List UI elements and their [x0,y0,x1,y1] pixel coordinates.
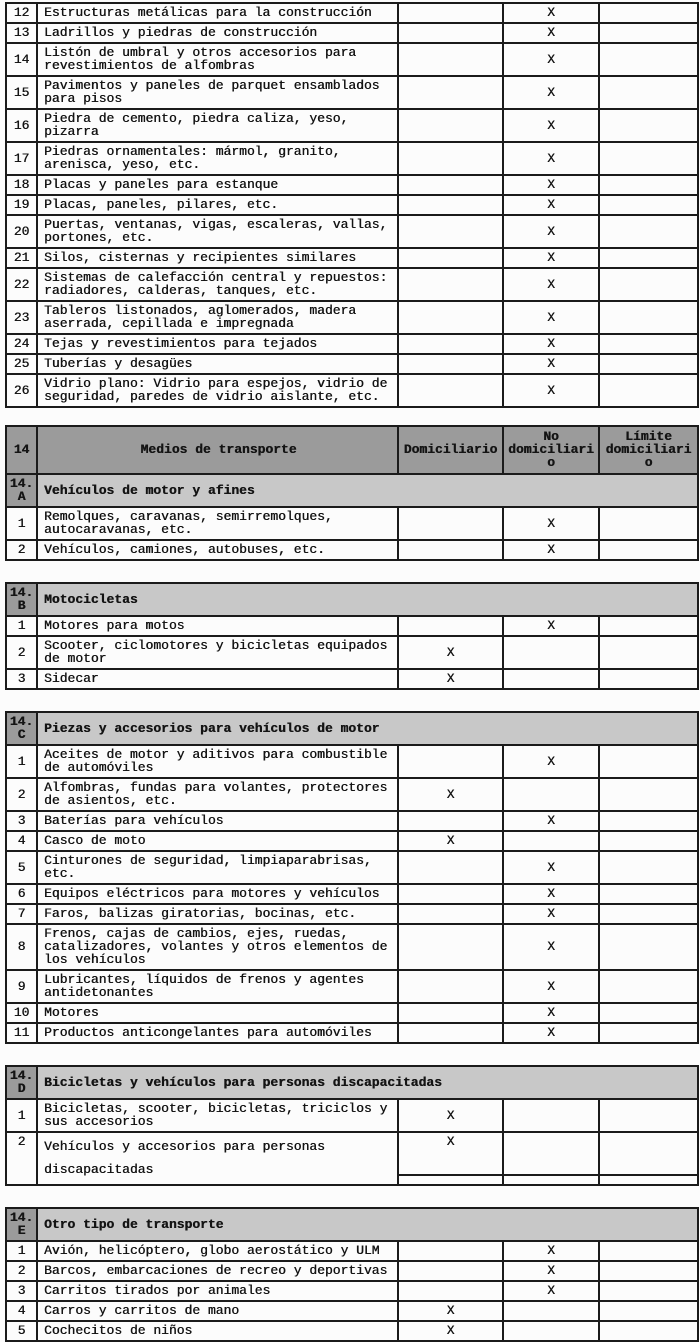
item-description-cell: Placas y paneles para estanque [37,175,398,195]
mark-cell-no-domiciliario: X [503,924,599,970]
table-row [6,76,698,109]
item-description-cell: Ladrillos y piedras de construcción [37,23,398,43]
mark-cell-limite-domiciliario [599,1003,698,1023]
row-number-cell: 15 [6,76,37,109]
item-description-cell: Sidecar [37,669,398,689]
mark-cell-no-domiciliario: X [503,301,599,334]
row-number-cell: 14 [6,43,37,76]
mark-cell-domiciliario: X [398,1321,503,1341]
mark-cell-no-domiciliario: X [503,3,599,23]
mark-cell-domiciliario [398,1003,503,1023]
item-description-cell: Remolques, caravanas, semirremolques, autocaravanas, etc. [37,507,398,540]
subsection-number-cell: 14. C [6,712,37,745]
table-row [6,884,698,904]
mark-cell-no-domiciliario: X [503,1023,599,1043]
mark-cell-domiciliario [398,811,503,831]
subsection-title-cell: Vehículos de motor y afines [37,474,698,507]
table-body [6,426,698,560]
table-row [6,1321,698,1341]
mark-cell-domiciliario: X [398,669,503,689]
mark-cell-limite-domiciliario [599,1281,698,1301]
row-number-cell: 19 [6,195,37,215]
table-body [6,1066,698,1185]
mark-cell-limite-domiciliario [599,1241,698,1261]
mark-cell-limite-domiciliario [599,3,698,23]
row-number-cell: 26 [6,374,37,407]
row-number-cell: 1 [6,1241,37,1261]
item-description-cell: Pavimentos y paneles de parquet ensamblados para pisos [37,76,398,109]
row-number-cell: 3 [6,1281,37,1301]
subsection-title-cell: Piezas y accesorios para vehículos de motor [37,712,698,745]
table-row [6,248,698,268]
mark-cell-domiciliario [398,334,503,354]
mark-cell-no-domiciliario [503,669,599,689]
item-description-cell: Tableros listonados, aglomerados, madera aserrada, cepillada e impregnada [37,301,398,334]
mark-cell-no-domiciliario: X [503,142,599,175]
mark-cell-no-domiciliario [503,1099,599,1132]
mark-cell-limite-domiciliario [599,1132,698,1185]
mark-cell-domiciliario [398,904,503,924]
row-number-cell: 3 [6,669,37,689]
row-number-cell: 4 [6,1301,37,1321]
table-row [6,1301,698,1321]
row-number-cell: 22 [6,268,37,301]
mark-cell-no-domiciliario: X [503,1003,599,1023]
mark-cell-domiciliario [398,924,503,970]
mark-cell-limite-domiciliario [599,831,698,851]
item-description-cell: Placas, paneles, pilares, etc. [37,195,398,215]
mark-cell-limite-domiciliario [599,745,698,778]
table-row [6,268,698,301]
item-description-cell: Tejas y revestimientos para tejados [37,334,398,354]
mark-cell-no-domiciliario: X [503,540,599,560]
row-number-cell: 1 [6,616,37,636]
subsection-number-cell: 14. A [6,474,37,507]
mark-cell-limite-domiciliario [599,616,698,636]
mark-cell-no-domiciliario: X [503,175,599,195]
item-description-cell: Scooter, ciclomotores y bicicletas equipados de motor [37,636,398,669]
table-row [6,43,698,76]
row-number-cell: 23 [6,301,37,334]
mark-cell-no-domiciliario: X [503,884,599,904]
table-row [6,851,698,884]
mark-cell-limite-domiciliario [599,778,698,811]
mark-cell-no-domiciliario: X [503,195,599,215]
table-body [6,583,698,689]
item-description-cell: Puertas, ventanas, vigas, escaleras, vallas, portones, etc. [37,215,398,248]
mark-cell-limite-domiciliario [599,142,698,175]
mark-cell-limite-domiciliario [599,23,698,43]
table-body [6,3,698,407]
category-header-row [6,426,698,474]
subsection-header-row [6,1066,698,1099]
item-description-cell: Silos, cisternas y recipientes similares [37,248,398,268]
mark-cell-limite-domiciliario [599,970,698,1003]
table-row [6,1132,698,1185]
category-table-construction-items-continued [5,2,699,408]
mark-cell-limite-domiciliario [599,195,698,215]
item-description-cell: Piedras ornamentales: mármol, granito, arenisca, yeso, etc. [37,142,398,175]
mark-cell-limite-domiciliario [599,884,698,904]
mark-cell-domiciliario [398,507,503,540]
mark-cell-domiciliario [398,142,503,175]
mark-cell-no-domiciliario: X [503,268,599,301]
row-number-cell: 1 [6,745,37,778]
mark-cell-limite-domiciliario [599,374,698,407]
item-description-cell: Carros y carritos de mano [37,1301,398,1321]
table-row [6,354,698,374]
table-row [6,142,698,175]
table-row [6,1099,698,1132]
item-description-cell: Baterías para vehículos [37,811,398,831]
item-description-cell: Sistemas de calefacción central y repuestos: radiadores, calderas, tanques, etc. [37,268,398,301]
mark-cell-no-domiciliario: X [503,354,599,374]
mark-cell-no-domiciliario: X [503,109,599,142]
mark-cell-limite-domiciliario [599,1321,698,1341]
row-number-cell: 9 [6,970,37,1003]
mark-cell-domiciliario [398,109,503,142]
mark-cell-no-domiciliario: X [503,507,599,540]
subsection-header-row [6,1208,698,1241]
table-row [6,195,698,215]
item-description-cell: Tuberías y desagües [37,354,398,374]
mark-cell-limite-domiciliario [599,669,698,689]
mark-cell-no-domiciliario: X [503,1261,599,1281]
mark-cell-domiciliario [398,1023,503,1043]
column-header-limite-domiciliario: Límite domiciliari o [599,426,698,474]
row-number-cell: 8 [6,924,37,970]
table-body [6,1208,698,1341]
mark-cell-no-domiciliario: X [503,43,599,76]
mark-cell-limite-domiciliario [599,76,698,109]
item-description-cell: Vehículos y accesorios para personas discapacitadas [37,1132,398,1185]
mark-cell-limite-domiciliario [599,1099,698,1132]
row-number-cell: 5 [6,1321,37,1341]
row-number-cell: 21 [6,248,37,268]
mark-cell-domiciliario [398,745,503,778]
item-description-cell: Frenos, cajas de cambios, ejes, ruedas, catalizadores, volantes y otros elementos de los vehículos [37,924,398,970]
row-number-cell: 5 [6,851,37,884]
mark-cell-limite-domiciliario [599,811,698,831]
table-row [6,1261,698,1281]
mark-cell-domiciliario [398,43,503,76]
table-row [6,636,698,669]
mark-cell-limite-domiciliario [599,507,698,540]
mark-cell-limite-domiciliario [599,215,698,248]
item-description-cell: Productos anticongelantes para automóviles [37,1023,398,1043]
mark-cell-no-domiciliario [503,831,599,851]
row-number-cell: 12 [6,3,37,23]
row-number-cell: 17 [6,142,37,175]
item-description-cell: Vehículos, camiones, autobuses, etc. [37,540,398,560]
mark-cell-domiciliario [398,616,503,636]
mark-cell-no-domiciliario: X [503,374,599,407]
mark-cell-domiciliario: X [398,831,503,851]
mark-cell-domiciliario [398,354,503,374]
mark-cell-domiciliario [398,851,503,884]
row-number-cell: 25 [6,354,37,374]
item-description-cell: Casco de moto [37,831,398,851]
item-description-cell: Vidrio plano: Vidrio para espejos, vidrio de seguridad, paredes de vidrio aislante, etc. [37,374,398,407]
item-description-cell: Bicicletas, scooter, bicicletas, triciclos y sus accesorios [37,1099,398,1132]
mark-cell-limite-domiciliario [599,904,698,924]
item-description-cell: Carritos tirados por animales [37,1281,398,1301]
mark-cell-domiciliario: X [398,636,503,669]
mark-cell-limite-domiciliario [599,354,698,374]
table-row [6,1003,698,1023]
table-row [6,374,698,407]
row-number-cell: 1 [6,507,37,540]
mark-cell-no-domiciliario: X [503,851,599,884]
table-row [6,904,698,924]
table-row [6,109,698,142]
mark-cell-domiciliario: X [398,1301,503,1321]
subsection-number-cell: 14. E [6,1208,37,1241]
row-number-cell: 3 [6,811,37,831]
table-row [6,1241,698,1261]
item-description-cell: Piedra de cemento, piedra caliza, yeso, pizarra [37,109,398,142]
table-row [6,970,698,1003]
mark-cell-no-domiciliario: X [503,215,599,248]
mark-cell-domiciliario [398,215,503,248]
subsection-number-cell: 14. D [6,1066,37,1099]
mark-cell-no-domiciliario: X [503,616,599,636]
row-number-cell: 2 [6,778,37,811]
mark-cell-no-domiciliario: X [503,76,599,109]
column-header-no-domiciliario: No domiciliari o [503,426,599,474]
mark-cell-no-domiciliario: X [503,745,599,778]
row-number-cell: 18 [6,175,37,195]
table-row [6,778,698,811]
mark-cell-limite-domiciliario [599,301,698,334]
mark-cell-no-domiciliario: X [503,1241,599,1261]
mark-cell-domiciliario: X [398,1132,503,1185]
row-number-cell: 10 [6,1003,37,1023]
mark-cell-domiciliario [398,1281,503,1301]
mark-cell-limite-domiciliario [599,334,698,354]
subsection-title-cell: Bicicletas y vehículos para personas discapacitadas [37,1066,698,1099]
mark-cell-domiciliario [398,268,503,301]
item-description-cell: Listón de umbral y otros accesorios para revestimientos de alfombras [37,43,398,76]
subsection-header-row [6,474,698,507]
table-row [6,3,698,23]
category-table-otro-tipo-de-transporte [5,1207,699,1342]
item-description-cell: Estructuras metálicas para la construcción [37,3,398,23]
mark-cell-no-domiciliario [503,1301,599,1321]
mark-cell-no-domiciliario [503,636,599,669]
row-number-cell: 24 [6,334,37,354]
table-row [6,745,698,778]
mark-cell-no-domiciliario: X [503,970,599,1003]
subsection-header-row [6,712,698,745]
mark-cell-domiciliario [398,970,503,1003]
mark-cell-domiciliario [398,248,503,268]
subsection-title-cell: Motocicletas [37,583,698,616]
mark-cell-no-domiciliario: X [503,811,599,831]
mark-cell-domiciliario [398,76,503,109]
row-number-cell: 2 [6,1261,37,1281]
item-description-cell: Faros, balizas giratorias, bocinas, etc. [37,904,398,924]
table-row [6,334,698,354]
row-number-cell: 7 [6,904,37,924]
mark-cell-no-domiciliario: X [503,904,599,924]
row-number-cell: 2 [6,540,37,560]
mark-cell-no-domiciliario [503,778,599,811]
subsection-title-cell: Otro tipo de transporte [37,1208,698,1241]
row-number-cell: 16 [6,109,37,142]
table-row [6,23,698,43]
table-row [6,215,698,248]
item-description-cell: Cochecitos de niños [37,1321,398,1341]
mark-cell-domiciliario [398,540,503,560]
mark-cell-limite-domiciliario [599,924,698,970]
table-row [6,1023,698,1043]
table-row [6,175,698,195]
mark-cell-limite-domiciliario [599,1023,698,1043]
mark-cell-domiciliario [398,23,503,43]
category-table-piezas-y-accesorios-para-vehiculos-de-motor [5,711,699,1044]
table-row [6,924,698,970]
mark-cell-no-domiciliario: X [503,334,599,354]
category-number-cell: 14 [6,426,37,474]
row-number-cell: 2 [6,1132,37,1185]
item-description-cell: Aceites de motor y aditivos para combustible de automóviles [37,745,398,778]
row-number-cell: 13 [6,23,37,43]
item-description-cell: Equipos eléctricos para motores y vehículos [37,884,398,904]
mark-cell-domiciliario [398,3,503,23]
category-table-vehiculos-de-motor-y-afines [5,425,699,561]
table-row [6,811,698,831]
table-row [6,669,698,689]
item-description-cell: Barcos, embarcaciones de recreo y deportivas [37,1261,398,1281]
mark-cell-limite-domiciliario [599,175,698,195]
table-row [6,616,698,636]
mark-cell-no-domiciliario [503,1132,599,1185]
item-description-cell: Motores para motos [37,616,398,636]
row-number-cell: 20 [6,215,37,248]
row-number-cell: 4 [6,831,37,851]
item-description-cell: Alfombras, fundas para volantes, protectores de asientos, etc. [37,778,398,811]
mark-cell-domiciliario: X [398,778,503,811]
mark-cell-domiciliario: X [398,1099,503,1132]
item-description-cell: Avión, helicóptero, globo aerostático y ULM [37,1241,398,1261]
mark-cell-domiciliario [398,195,503,215]
mark-cell-limite-domiciliario [599,109,698,142]
mark-cell-no-domiciliario: X [503,1281,599,1301]
mark-cell-domiciliario [398,374,503,407]
table-row [6,507,698,540]
mark-cell-domiciliario [398,884,503,904]
mark-cell-domiciliario [398,1261,503,1281]
category-title-cell: Medios de transporte [37,426,398,474]
mark-cell-limite-domiciliario [599,851,698,884]
row-number-cell: 1 [6,1099,37,1132]
category-table-motocicletas [5,582,699,690]
mark-cell-no-domiciliario [503,1321,599,1341]
mark-cell-no-domiciliario: X [503,248,599,268]
item-description-cell: Cinturones de seguridad, limpiaparabrisas, etc. [37,851,398,884]
mark-cell-limite-domiciliario [599,1261,698,1281]
mark-cell-limite-domiciliario [599,540,698,560]
table-body [6,712,698,1043]
column-header-domiciliario: Domiciliario [398,426,503,474]
mark-cell-limite-domiciliario [599,268,698,301]
mark-cell-domiciliario [398,1241,503,1261]
row-number-cell: 2 [6,636,37,669]
row-number-cell: 6 [6,884,37,904]
table-row [6,540,698,560]
row-number-cell: 11 [6,1023,37,1043]
mark-cell-limite-domiciliario [599,43,698,76]
table-row [6,1281,698,1301]
mark-cell-limite-domiciliario [599,636,698,669]
subsection-number-cell: 14. B [6,583,37,616]
mark-cell-domiciliario [398,175,503,195]
category-table-bicicletas-y-vehiculos-para-personas-discapacitadas [5,1065,699,1186]
mark-cell-domiciliario [398,301,503,334]
subsection-header-row [6,583,698,616]
table-row [6,301,698,334]
mark-cell-limite-domiciliario [599,248,698,268]
item-description-cell: Lubricantes, líquidos de frenos y agentes antidetonantes [37,970,398,1003]
table-row [6,831,698,851]
item-description-cell: Motores [37,1003,398,1023]
mark-cell-no-domiciliario: X [503,23,599,43]
mark-cell-limite-domiciliario [599,1301,698,1321]
